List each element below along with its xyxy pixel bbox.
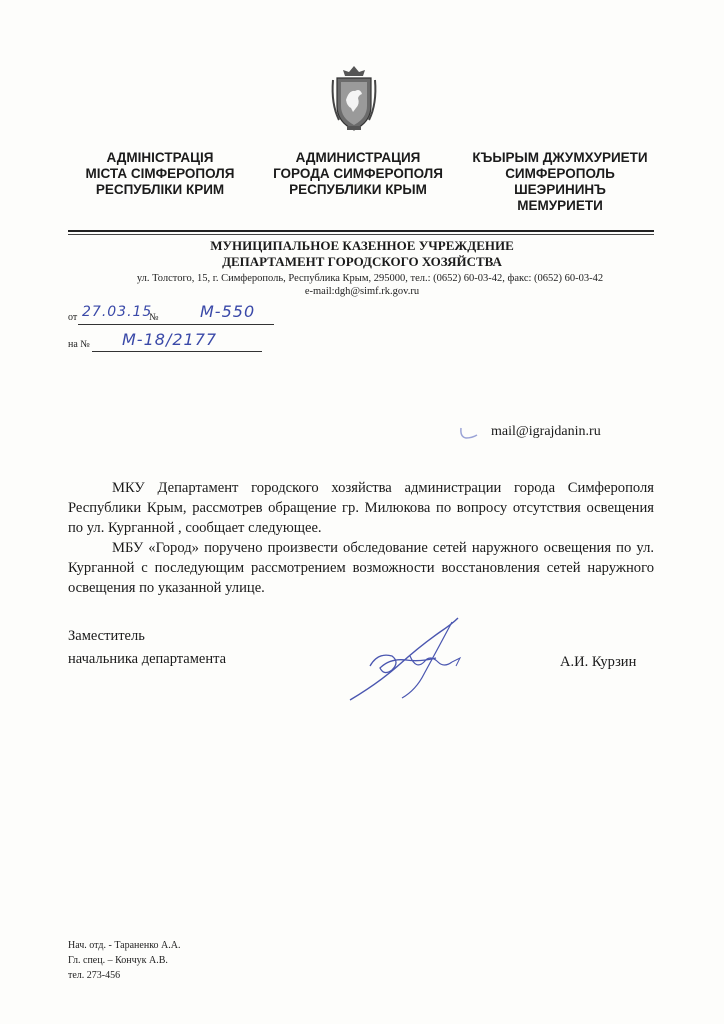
header-divider — [68, 230, 654, 232]
body-paragraph: МКУ Департамент городского хозяйства администрации города Симферополя Республики Крым, рассмотрев обращение гр. Милюкова по вопросу отсутствия освещения по ул. Курганной , сообщает следующее. — [68, 480, 654, 536]
header-russian — [258, 150, 458, 198]
executor-phone: тел. 273-456 — [68, 970, 121, 981]
handwritten-date: 27.03.15 — [82, 304, 153, 320]
body-paragraph: МБУ «Город» поручено произвести обследование сетей наружного освещения по ул. Курганной с последующим рассмотрением возможности восстановления сетей наружного освещения по указанной улице. — [68, 540, 654, 596]
organization-name-line1: МУНИЦИПАЛЬНОЕ КАЗЕННОЕ УЧРЕЖДЕНИЕ — [210, 238, 514, 253]
organization-name-line2: ДЕПАРТАМЕНТ ГОРОДСКОГО ХОЗЯЙСТВА — [222, 254, 502, 269]
executor-line: Гл. спец. – Кончук А.В. — [68, 955, 168, 966]
header-ukrainian — [60, 150, 260, 198]
header-ru-line: АДМИНИСТРАЦИЯ — [295, 150, 421, 165]
handwritten-number: М-550 — [200, 302, 256, 321]
handwritten-signature-icon — [340, 612, 500, 708]
recipient-email: mail@igrajdanin.ru — [491, 424, 601, 439]
number-label: № — [149, 312, 159, 323]
signer-title-line1: Заместитель — [68, 628, 145, 644]
header-crh-line: МЕМУРИЕТИ — [517, 198, 603, 213]
header-ru-line: ГОРОДА СИМФЕРОПОЛЯ — [273, 166, 443, 181]
header-divider-thin — [68, 234, 654, 235]
reply-label: на № — [68, 339, 90, 350]
from-label: от — [68, 312, 78, 323]
header-ua-line: МІСТА СІМФЕРОПОЛЯ — [85, 166, 235, 181]
organization-address: ул. Толстого, 15, г. Симферополь, Республика Крым, 295000, тел.: (0652) 60-03-42, факс: (0652) 60-03-42 — [136, 273, 604, 284]
from-underline — [78, 324, 274, 325]
signer-name: А.И. Курзин — [560, 654, 637, 670]
header-crh-line: КЪЫРЫМ ДЖУМХУРИЕТИ — [472, 150, 648, 165]
header-crh-line: СИМФЕРОПОЛЬ — [505, 166, 615, 181]
organization-email: e-mail:dgh@simf.rk.gov.ru — [304, 286, 420, 297]
reply-underline — [92, 351, 262, 352]
crimea-coat-of-arms-icon — [329, 64, 379, 134]
header-crh-line: ШЕЭРИНИНЪ — [514, 182, 606, 197]
header-ua-line: РЕСПУБЛІКИ КРИМ — [95, 182, 225, 197]
handwritten-checkmark-icon — [458, 425, 480, 441]
handwritten-reply-number: М-18/2177 — [122, 330, 218, 349]
header-ru-line: РЕСПУБЛИКИ КРЫМ — [289, 182, 427, 197]
header-ua-line: АДМІНІСТРАЦІЯ — [106, 150, 214, 165]
executor-line: Нач. отд. - Тараненко А.А. — [68, 940, 181, 951]
header-crimean-tatar — [460, 150, 660, 214]
signer-title-line2: начальника департамента — [68, 651, 227, 667]
